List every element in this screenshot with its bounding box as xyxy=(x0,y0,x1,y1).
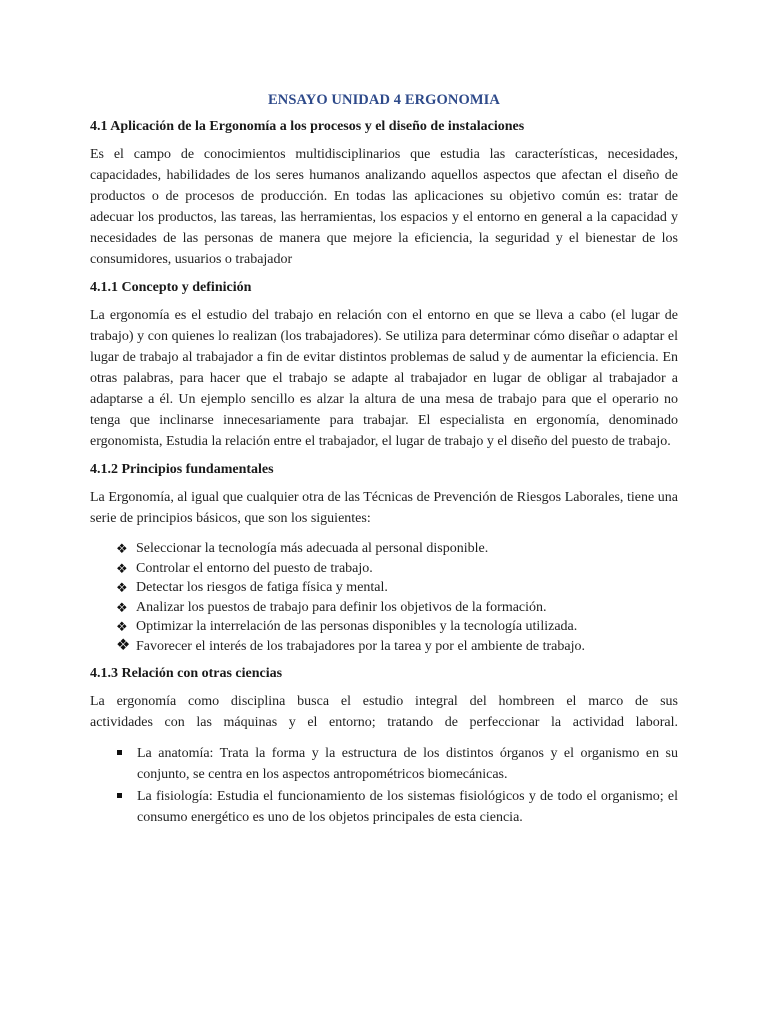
diamond-bullet-icon: ❖ xyxy=(116,619,128,634)
diamond-bullet-icon: ❖ xyxy=(116,541,128,556)
section-heading-4-1: 4.1 Aplicación de la Ergonomía a los procesos y el diseño de instalaciones xyxy=(90,119,525,134)
document-title: ENSAYO UNIDAD 4 ERGONOMIA xyxy=(268,92,500,108)
section-heading-4-1-1: 4.1.1 Concepto y definición xyxy=(90,280,252,295)
list-item: ❖ Favorecer el interés de los trabajadores por la tarea y por el ambiente de trabajo. xyxy=(116,636,585,654)
section-heading-4-1-3: 4.1.3 Relación con otras ciencias xyxy=(90,666,283,681)
diamond-bullet-icon: ❖ xyxy=(116,636,131,654)
list-item: ❖ Seleccionar la tecnología más adecuada al personal disponible. xyxy=(116,539,678,559)
list-item: La anatomía: Trata la forma y la estructura de los distintos órganos y el organismo en su conjunto, se centra en los aspectos antropométricos biomecánicas. xyxy=(116,743,678,785)
document-page xyxy=(90,92,678,829)
principles-list xyxy=(90,539,678,656)
list-item: La fisiología: Estudia el funcionamiento de los sistemas fisiológicos y de todo el organismo; el consumo energético es uno de los objetos principales de esta ciencia. xyxy=(116,786,678,828)
list-item: ❖ Detectar los riesgos de fatiga física y mental. xyxy=(116,578,678,598)
sciences-list xyxy=(90,743,678,828)
list-item: ❖ Optimizar la interrelación de las personas disponibles y la tecnología utilizada. xyxy=(116,617,678,637)
list-item: ❖ Analizar los puestos de trabajo para definir los objetivos de la formación. xyxy=(116,598,678,618)
section-paragraph-4-1-2: La Ergonomía, al igual que cualquier otra de las Técnicas de Prevención de Riesgos Laborales, tiene una serie de principios básicos, que son los siguientes: xyxy=(90,490,678,526)
square-bullet-icon xyxy=(117,750,122,755)
list-item: ❖ Controlar el entorno del puesto de trabajo. xyxy=(116,559,678,579)
diamond-bullet-icon: ❖ xyxy=(116,599,128,615)
diamond-bullet-icon: ❖ xyxy=(116,580,128,595)
section-paragraph-4-1: Es el campo de conocimientos multidisciplinarios que estudia las características, necesidades, capacidades, habilidades de los seres humanos analizando aquellos aspectos que afectan el diseño de productos o de procesos de producción. En todas las aplicaciones su objetivo común es: tratar de adecuar los productos, las tareas, las herramientas, los espacios y el entorno en general a la capacidad y necesidades de las personas de manera que mejore la eficiencia, la seguridad y el bienestar de los consumidores, usuarios o trabajador xyxy=(90,147,678,267)
section-paragraph-4-1-3: La ergonomía como disciplina busca el estudio integral del hombreen el marco de sus actividades con las máquinas y el entorno; tratando de perfeccionar la actividad laboral. xyxy=(90,694,678,730)
diamond-bullet-icon: ❖ xyxy=(116,560,128,576)
section-paragraph-4-1-1: La ergonomía es el estudio del trabajo en relación con el entorno en que se lleva a cabo (el lugar de trabajo) y con quienes lo realizan (los trabajadores). Se utiliza para determinar cómo diseñar o adaptar el lugar de trabajo al trabajador a fin de evitar distintos problemas de salud y de aumentar la eficiencia. En otras palabras, para hacer que el trabajo se adapte al trabajador en lugar de obligar al trabajador a adaptarse a él. Un ejemplo sencillo es alzar la altura de una mesa de trabajo para que el operario no tenga que inclinarse innecesariamente para trabajar. El especialista en ergonomía, denominado ergonomista, Estudia la relación entre el trabajador, el lugar de trabajo y el diseño del puesto de trabajo. xyxy=(90,308,678,449)
square-bullet-icon xyxy=(117,793,122,798)
section-heading-4-1-2: 4.1.2 Principios fundamentales xyxy=(90,462,274,477)
